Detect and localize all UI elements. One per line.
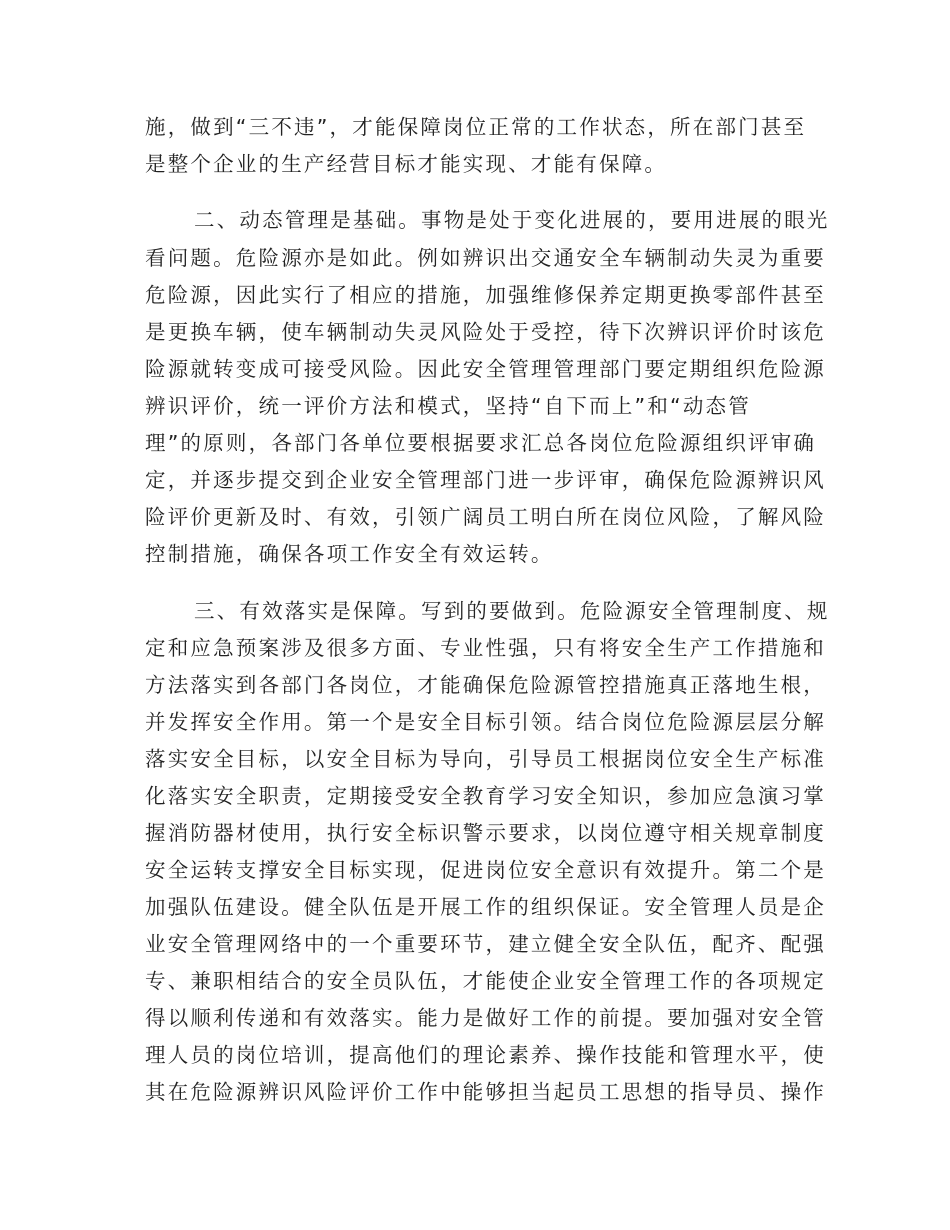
text-line: 是更换车辆，使车辆制动失灵风险处于受控，待下次辨识评价时该危 [145,320,826,344]
text-line: 看问题。危险源亦是如此。例如辨识出交通安全车辆制动失灵为重要 [145,246,826,270]
text-line: 定，并逐步提交到企业安全管理部门进一步评审，确保危险源辨识风 [145,468,826,492]
text-line: 危险源，因此实行了相应的措施，加强维修保养定期更换零部件甚至 [145,283,826,307]
text-line: 得以顺利传递和有效落实。能力是做好工作的前提。要加强对安全管 [145,1006,826,1030]
text-line: 方法落实到各部门各岗位，才能确保危险源管控措施真正落地生根， [145,673,826,697]
text-line: 三、有效落实是保障。写到的要做到。危险源安全管理制度、规 [194,599,830,623]
text-line: 落实安全目标，以安全目标为导向，引导员工根据岗位安全生产标准 [145,747,826,771]
text-line: 专、兼职相结合的安全员队伍，才能使企业安全管理工作的各项规定 [145,969,826,993]
text-line: 控制措施，确保各项工作安全有效运转。 [145,542,554,566]
text-line: 险评价更新及时、有效，引领广阔员工明白所在岗位风险，了解风险 [145,505,826,529]
text-line: 二、动态管理是基础。事物是处于变化进展的，要用进展的眼光 [194,208,830,232]
text-line: 定和应急预案涉及很多方面、专业性强，只有将安全生产工作措施和 [145,636,826,660]
text-line: 加强队伍建设。健全队伍是开展工作的组织保证。安全管理人员是企 [145,895,826,919]
text-line: 理”的原则，各部门各单位要根据要求汇总各岗位危险源组织评审确 [145,431,817,455]
text-line: 业安全管理网络中的一个重要环节，建立健全安全队伍，配齐、配强 [145,932,826,956]
text-line: 握消防器材使用，执行安全标识警示要求，以岗位遵守相关规章制度 [145,821,826,845]
text-line: 险源就转变成可接受风险。因此安全管理管理部门要定期组织危险源 [145,357,826,381]
text-line: 化落实安全职责，定期接受安全教育学习安全知识，参加应急演习掌 [145,784,826,808]
text-line: 理人员的岗位培训，提高他们的理论素养、操作技能和管理水平，使 [145,1043,826,1067]
text-line: 其在危险源辨识风险评价工作中能够担当起员工思想的指导员、操作 [145,1080,826,1104]
text-line: 施，做到“三不违”，才能保障岗位正常的工作状态，所在部门甚至 [145,115,807,139]
text-line: 是整个企业的生产经营目标才能实现、才能有保障。 [145,152,668,176]
text-line: 辨识评价，统一评价方法和模式，坚持“自下而上”和“动态管 [145,394,751,418]
text-line: 并发挥安全作用。第一个是安全目标引领。结合岗位危险源层层分解 [145,710,826,734]
text-line: 安全运转支撑安全目标实现，促进岗位安全意识有效提升。第二个是 [145,858,826,882]
